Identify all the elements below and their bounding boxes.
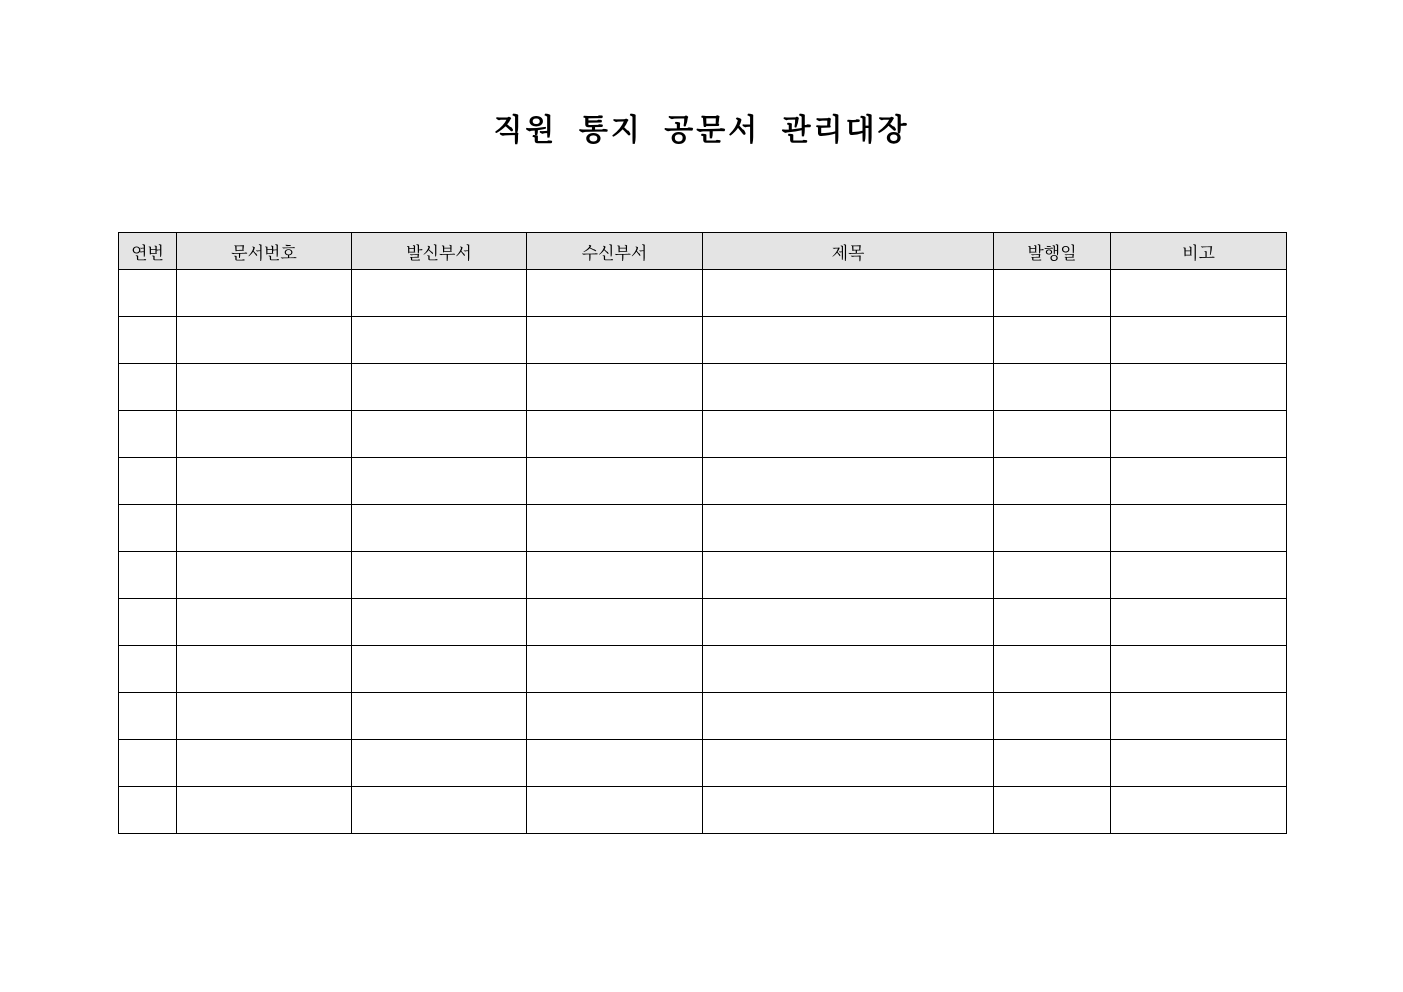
table-row: [119, 787, 1287, 834]
remarks-cell[interactable]: [1111, 552, 1287, 599]
register-table: [118, 232, 1287, 834]
serial-number-cell[interactable]: [119, 599, 177, 646]
header-issue-date: 발행일: [994, 233, 1111, 270]
subject-cell[interactable]: [703, 317, 994, 364]
remarks-cell[interactable]: [1111, 740, 1287, 787]
receiving-department-cell[interactable]: [527, 458, 703, 505]
issue-date-cell[interactable]: [994, 317, 1111, 364]
receiving-department-cell[interactable]: [527, 646, 703, 693]
serial-number-cell[interactable]: [119, 411, 177, 458]
sending-department-cell[interactable]: [352, 693, 527, 740]
document-number-cell[interactable]: [177, 364, 352, 411]
page-title: 직원 통지 공문서 관리대장: [493, 113, 910, 148]
table-row: [119, 317, 1287, 364]
receiving-department-cell[interactable]: [527, 270, 703, 317]
subject-cell[interactable]: [703, 646, 994, 693]
issue-date-cell[interactable]: [994, 646, 1111, 693]
receiving-department-cell[interactable]: [527, 599, 703, 646]
serial-number-cell[interactable]: [119, 317, 177, 364]
remarks-cell[interactable]: [1111, 599, 1287, 646]
serial-number-cell[interactable]: [119, 740, 177, 787]
serial-number-cell[interactable]: [119, 693, 177, 740]
remarks-cell[interactable]: [1111, 458, 1287, 505]
issue-date-cell[interactable]: [994, 693, 1111, 740]
header-document-number: 문서번호: [177, 233, 352, 270]
table-header-row: [119, 233, 1287, 270]
issue-date-cell[interactable]: [994, 599, 1111, 646]
serial-number-cell[interactable]: [119, 364, 177, 411]
sending-department-cell[interactable]: [352, 646, 527, 693]
issue-date-cell[interactable]: [994, 505, 1111, 552]
subject-cell[interactable]: [703, 787, 994, 834]
table-row: [119, 458, 1287, 505]
sending-department-cell[interactable]: [352, 505, 527, 552]
table-row: [119, 693, 1287, 740]
table-row: [119, 646, 1287, 693]
table-row: [119, 505, 1287, 552]
remarks-cell[interactable]: [1111, 505, 1287, 552]
serial-number-cell[interactable]: [119, 505, 177, 552]
remarks-cell[interactable]: [1111, 411, 1287, 458]
remarks-cell[interactable]: [1111, 270, 1287, 317]
receiving-department-cell[interactable]: [527, 740, 703, 787]
serial-number-cell[interactable]: [119, 552, 177, 599]
receiving-department-cell[interactable]: [527, 787, 703, 834]
receiving-department-cell[interactable]: [527, 552, 703, 599]
issue-date-cell[interactable]: [994, 364, 1111, 411]
document-number-cell[interactable]: [177, 693, 352, 740]
issue-date-cell[interactable]: [994, 270, 1111, 317]
receiving-department-cell[interactable]: [527, 693, 703, 740]
issue-date-cell[interactable]: [994, 787, 1111, 834]
remarks-cell[interactable]: [1111, 787, 1287, 834]
serial-number-cell[interactable]: [119, 270, 177, 317]
table-row: [119, 552, 1287, 599]
sending-department-cell[interactable]: [352, 270, 527, 317]
document-number-cell[interactable]: [177, 599, 352, 646]
table-row: [119, 599, 1287, 646]
receiving-department-cell[interactable]: [527, 364, 703, 411]
subject-cell[interactable]: [703, 458, 994, 505]
remarks-cell[interactable]: [1111, 646, 1287, 693]
table-row: [119, 364, 1287, 411]
subject-cell[interactable]: [703, 599, 994, 646]
document-number-cell[interactable]: [177, 411, 352, 458]
issue-date-cell[interactable]: [994, 740, 1111, 787]
table-row: [119, 740, 1287, 787]
issue-date-cell[interactable]: [994, 552, 1111, 599]
remarks-cell[interactable]: [1111, 364, 1287, 411]
document-number-cell[interactable]: [177, 787, 352, 834]
document-number-cell[interactable]: [177, 552, 352, 599]
header-subject: 제목: [703, 233, 994, 270]
receiving-department-cell[interactable]: [527, 411, 703, 458]
subject-cell[interactable]: [703, 552, 994, 599]
table-row: [119, 411, 1287, 458]
sending-department-cell[interactable]: [352, 787, 527, 834]
header-receiving-department: 수신부서: [527, 233, 703, 270]
receiving-department-cell[interactable]: [527, 505, 703, 552]
serial-number-cell[interactable]: [119, 646, 177, 693]
issue-date-cell[interactable]: [994, 458, 1111, 505]
subject-cell[interactable]: [703, 270, 994, 317]
receiving-department-cell[interactable]: [527, 317, 703, 364]
remarks-cell[interactable]: [1111, 693, 1287, 740]
document-number-cell[interactable]: [177, 505, 352, 552]
subject-cell[interactable]: [703, 411, 994, 458]
sending-department-cell[interactable]: [352, 364, 527, 411]
serial-number-cell[interactable]: [119, 787, 177, 834]
subject-cell[interactable]: [703, 740, 994, 787]
sending-department-cell[interactable]: [352, 411, 527, 458]
document-number-cell[interactable]: [177, 317, 352, 364]
document-number-cell[interactable]: [177, 646, 352, 693]
subject-cell[interactable]: [703, 505, 994, 552]
header-remarks: 비고: [1111, 233, 1287, 270]
sending-department-cell[interactable]: [352, 599, 527, 646]
subject-cell[interactable]: [703, 364, 994, 411]
document-number-cell[interactable]: [177, 270, 352, 317]
sending-department-cell[interactable]: [352, 552, 527, 599]
sending-department-cell[interactable]: [352, 740, 527, 787]
subject-cell[interactable]: [703, 693, 994, 740]
sending-department-cell[interactable]: [352, 317, 527, 364]
sending-department-cell[interactable]: [352, 458, 527, 505]
header-serial-number: 연번: [119, 233, 177, 270]
header-sending-department: 발신부서: [352, 233, 527, 270]
issue-date-cell[interactable]: [994, 411, 1111, 458]
remarks-cell[interactable]: [1111, 317, 1287, 364]
table-row: [119, 270, 1287, 317]
serial-number-cell[interactable]: [119, 458, 177, 505]
document-number-cell[interactable]: [177, 458, 352, 505]
document-number-cell[interactable]: [177, 740, 352, 787]
